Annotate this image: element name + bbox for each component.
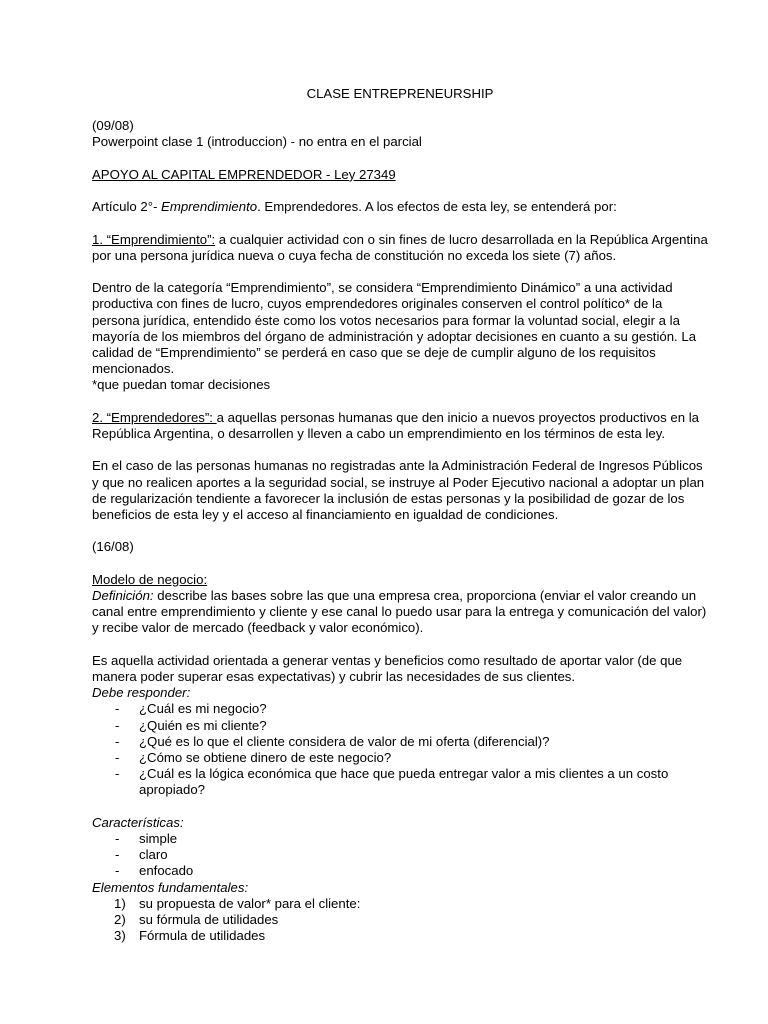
footnote: *que puedan tomar decisiones — [92, 377, 271, 393]
article-paragraph — [92, 199, 708, 215]
dynamic-enterprise-paragraph — [92, 280, 708, 393]
document-title: CLASE ENTREPRENEURSHIP — [306, 86, 494, 101]
characteristics-section — [92, 815, 708, 945]
definition-text: a aquellas personas humanas que den inicio a nuevos proyectos productivos en la República Argentina, o desarrollen y lleven a cabo un emprendimiento en los términos de esta ley. — [92, 409, 699, 441]
paragraph-text: En el caso de las personas humanas no registradas ante la Administración Federal de Ingresos Públicos y que no realicen aportes a la seguridad social, se instruye al Poder Ejecutivo nacional a adoptar un plan de regularización tendiente a favorecer la inclusión de estas personas y la posibilidad de gozar de los beneficios de esta ley y el acceso al financiamiento en igualdad de condiciones. — [92, 458, 705, 522]
article-rest: . Emprendedores. A los efectos de esta ley, se entenderá por: — [257, 199, 617, 215]
definition-text: describe las bases sobre las que una empresa crea, proporciona (enviar el valor creando un canal entre emprendimiento y cliente y ese canal lo puedo usar para la entrega y comunicación del valor) y recibe valor de mercado (feedback y valor económico). — [92, 587, 707, 636]
law-heading-paragraph — [92, 167, 708, 183]
elements-list — [92, 896, 708, 945]
article-number: Artículo 2°- — [92, 199, 162, 215]
paragraph-text: Es aquella actividad orientada a generar ventas y beneficios como resultado de aportar valor (de que manera poder superar esas expectativas) y cubrir las necesidades de sus clientes. — [92, 652, 683, 684]
list-heading: Debe responder: — [92, 685, 191, 701]
definition-emprendimiento — [92, 232, 708, 264]
business-model-section — [92, 572, 708, 637]
class-note: Powerpoint clase 1 (introduccion) - no entra en el parcial — [92, 134, 422, 150]
list-item: - claro — [115, 847, 168, 863]
section-heading: Modelo de negocio: — [92, 571, 208, 587]
questions-list — [92, 701, 708, 798]
spacer — [92, 799, 708, 815]
list-item: 3) Fórmula de utilidades — [114, 928, 266, 944]
class-date: (09/08) — [92, 118, 134, 134]
list-heading: Características: — [92, 814, 184, 830]
definition-label: Definición: — [92, 587, 154, 603]
list-item: - ¿Quién es mi cliente? — [115, 717, 267, 733]
list-item: - ¿Cuál es la lógica económica que hace que pueda entregar valor a mis clientes a un costo apropiado? — [115, 766, 669, 798]
definition-label: 1. “Emprendimiento”: — [92, 231, 216, 247]
list-heading: Elementos fundamentales: — [92, 879, 249, 895]
traits-list — [92, 831, 708, 880]
list-item: - simple — [115, 830, 178, 846]
business-activity-section — [92, 653, 708, 799]
paragraph-text: Dentro de la categoría “Emprendimiento”, se considera “Emprendimiento Dinámico” a una actividad productiva con fines de lucro, cuyos emprendedores originales conserven el control político* de la persona jurídica, entendido éste como los votos necesarios para formar la voluntad social, elegir a la mayoría de los miembros del órgano de administración y adoptar decisiones en cuanto a su gestión. La calidad de “Emprendimiento” se perderá en caso que se deje de cumplir alguno de los requisitos mencionados. — [92, 280, 697, 377]
second-class-date — [92, 539, 708, 555]
list-item: - ¿Cuál es mi negocio? — [115, 701, 267, 717]
list-item: - enfocado — [115, 863, 194, 879]
list-item: 1) su propuesta de valor* para el cliente: — [114, 895, 361, 911]
article-term: Emprendimiento — [161, 199, 258, 215]
list-item: - ¿Cómo se obtiene dinero de este negocio? — [115, 749, 392, 765]
section-intro — [92, 118, 708, 150]
definition-emprendedores — [92, 410, 708, 442]
list-item: 2) su fórmula de utilidades — [114, 912, 279, 927]
definition-label: 2. “Emprendedores”: — [92, 409, 217, 425]
law-heading: APOYO AL CAPITAL EMPRENDEDOR - Ley 27349 — [92, 166, 396, 182]
afip-paragraph — [92, 458, 708, 523]
definition-text: a cualquier actividad con o sin fines de lucro desarrollada en la República Argentina por una persona jurídica nueva o cuya fecha de constitución no exceda los siete (7) años. — [92, 231, 708, 263]
list-item: - ¿Qué es lo que el cliente considera de valor de mi oferta (diferencial)? — [115, 733, 550, 749]
class-date: (16/08) — [92, 539, 134, 555]
